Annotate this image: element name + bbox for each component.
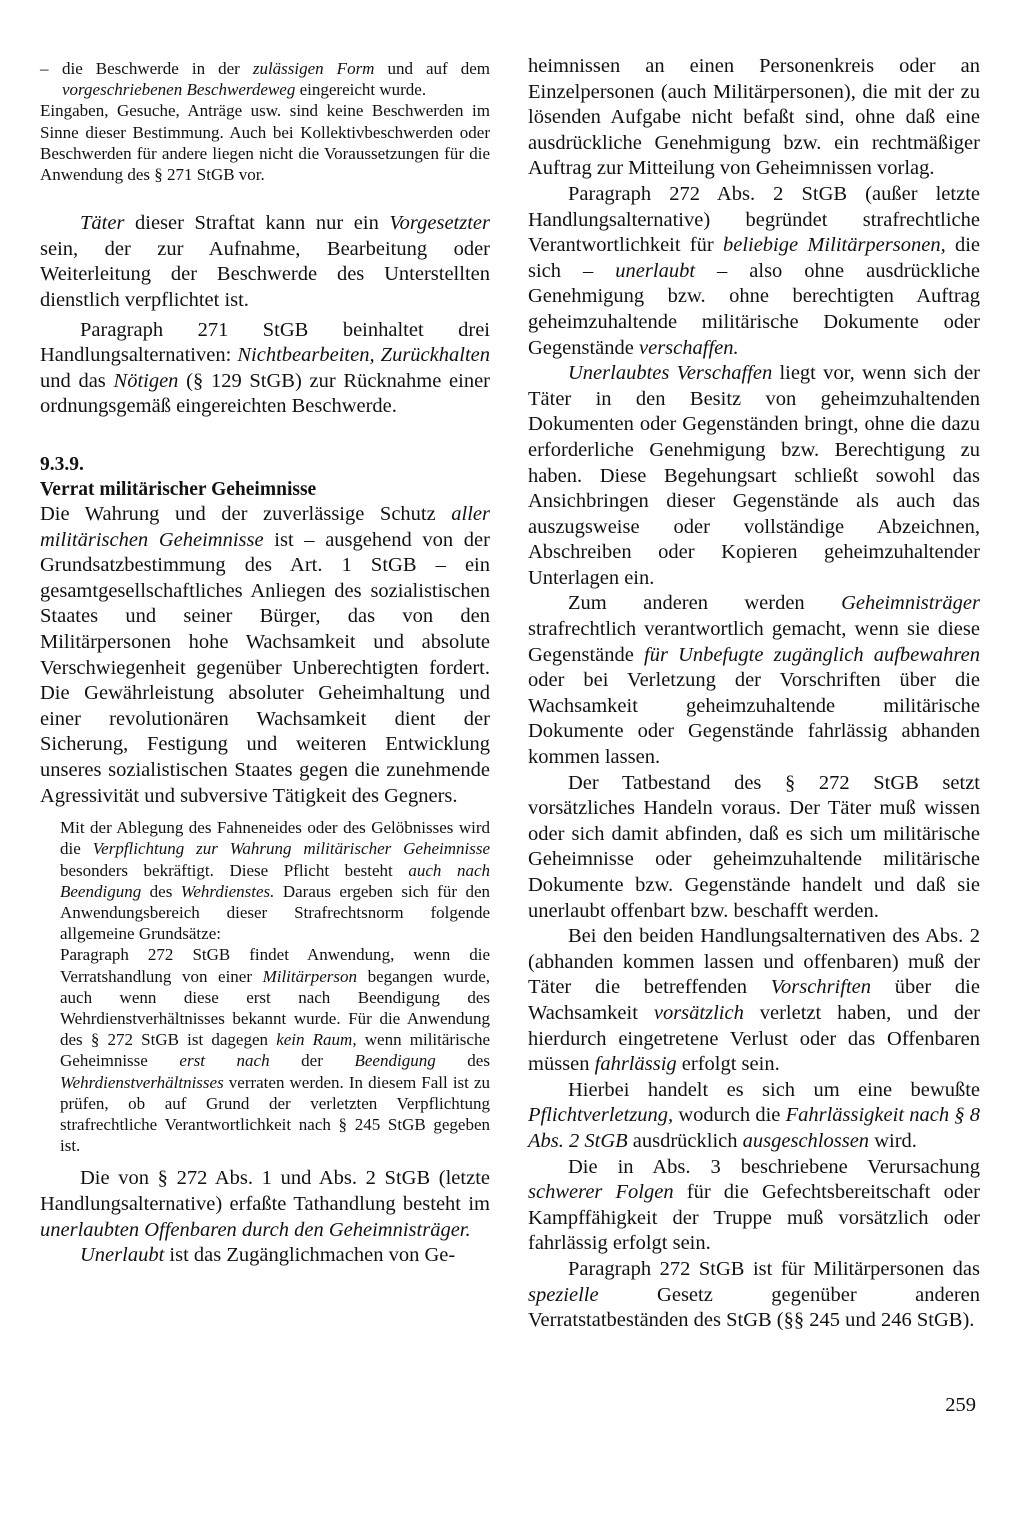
text-run: strafrechtlich verantwortlich gemacht, wenn sie diese Gegenstände [528,618,980,666]
emphasis: Wehrdienstes. [180,881,275,901]
paragraph-271 [40,318,490,420]
paragraph-unerlaubt [40,1243,490,1269]
text-run: sein, der zur Aufnahme, Bearbeitung oder Weiterleitung der Beschwerde des Unterstellten dienstlich verpflichtet ist. [40,237,490,311]
text-run: Paragraph 272 Abs. 2 StGB (außer letzte Handlungsalternative) begründet strafrechtliche Verantwortlichkeit für [528,182,980,257]
list-item [40,58,490,100]
text-run: und das [40,369,114,392]
emphasis: unerlaubten Offenbaren durch den Geheimnisträger. [40,1218,471,1241]
text-run: Mit der Ablegung des Fahneneides oder des Gelöbnisses wird die [60,818,490,859]
right-column [528,54,980,1334]
text-run: des [435,1051,490,1071]
text-run: Zum anderen werden [568,592,842,615]
paragraph-spezielle [528,1257,980,1334]
emphasis: Vorgesetzter [389,212,490,235]
emphasis: Unerlaubtes Verschaffen [568,362,773,385]
text-run: des [141,881,181,901]
emphasis: verschaffen. [639,336,739,359]
text-run: Die Wahrung und der zuverlässige Schutz [40,502,452,525]
emphasis: vorgeschriebenen Beschwerdeweg [62,80,296,100]
paragraph-wahrung [40,502,490,809]
emphasis: schwerer Folgen [528,1181,674,1204]
text-run: – also ohne ausdrückliche Genehmigung bzw. ohne berechtigten Auftrag geheimzuhaltende militärische Dokumente oder Gegenstände [528,259,980,359]
emphasis: für Unbefugte zugänglich aufbewahren [644,643,980,666]
emphasis: unerlaubt [615,259,696,282]
emphasis: Geheimnisträger [841,592,980,615]
text-run: die Beschwerde in der [62,59,253,78]
text-run: besonders bekräftigt. Diese Pflicht besteht [60,860,409,880]
text-run: verraten werden. In diesem Fall ist zu prüfen, ob auf Grund der verletzten Verpflichtung strafrechtliche Verantwortlichkeit nach § 245 StGB gegeben ist. [60,1072,490,1156]
text-run: Die in Abs. 3 beschriebene Verursachung [568,1155,980,1178]
text-run: Paragraph 272 StGB findet Anwendung, wenn die Verratshandlung von einer [60,945,490,986]
emphasis: ausgeschlossen [742,1129,870,1152]
emphasis: Militärperson [262,966,358,986]
emphasis: beliebige Militärpersonen, [722,234,946,257]
text-run: ist das Zugänglichmachen von Ge- [164,1244,456,1267]
text-run: wenn militärische Geheimnisse [60,1030,491,1071]
text-run: eingereicht wurde. [295,80,427,100]
emphasis: Pflichtverletzung, [528,1104,674,1127]
text-run: (§ 129 StGB) zur Rücknahme einer ordnungsgemäß eingereichten Beschwerde. [40,369,491,418]
paragraph-272-abs2 [528,182,980,361]
text-run: begangen wurde, auch wenn diese erst nach Beendigung des Wehrdienstverhältnisses bekannt wurde. Für die Anwendung des § 272 StGB ist dagegen [60,966,490,1050]
text-run: über die Wachsamkeit [528,976,980,1024]
text-run: der [269,1051,355,1071]
text-run: erfolgt sein. [676,1053,780,1076]
emphasis: vorsätzlich [653,1001,744,1024]
paragraph-continuation: heimnissen an einen Personenkreis oder an Einzelpersonen (auch Militärpersonen), die mit der zu lösenden Aufgabe nicht befaßt sind, ohne daß eine ausdrückliche Genehmigung bzw. ein rechtmäßiger Auftrag zur Mitteilung von Geheimnissen vorlag. [528,55,980,180]
note-fahneneid [60,817,490,944]
text-run: verletzt haben, und der hierdurch eingetretene Verlust oder das Offenbaren müssen [528,1001,980,1076]
text-run: Paragraph 272 StGB ist für Militärpersonen das [568,1257,980,1280]
text-run: wird. [869,1129,917,1152]
paragraph-taeter [40,211,490,313]
paragraph-geheimnistraeger [528,591,980,770]
text-run: ist – ausgehend von der Grundsatzbestimmung des Art. 1 StGB – ein gesamtgesellschaftliches Anliegen des sozialistischen Staates und seiner Bürger, das von den Militärpersonen hohe Wachsamkeit und absolute Verschwiegenheit gegenüber Unberechtigten fordert. Die Gewährleistung absoluter Geheimhaltung und einer revolutionären Wachsamkeit dient der Sicherung, Festigung und weiteren Entwicklung unseres sozialistischen Staates gegen die zunehmende Agressivität und subversive Tätigkeit des Gegners. [40,528,490,807]
emphasis: Wehrdienstverhältnisses [60,1072,224,1092]
emphasis: aller militärischen Geheimnisse [40,502,490,551]
text-run: und auf dem [374,59,490,78]
text-run: für die Gefechtsbereitschaft oder Kampffähigkeit der Truppe muß vorsätzlich oder fahrlässig erfolgt sein. [528,1181,980,1255]
text-run: Paragraph 271 StGB beinhaltet drei Handlungsalternativen: [40,318,490,367]
text-run: wodurch die [673,1104,786,1127]
text-run: Bei den beiden Handlungsalternativen des Abs. 2 (abhanden kommen lassen und offenbaren) muß der Täter die betreffenden [528,925,980,999]
text-run: Die von § 272 Abs. 1 und Abs. 2 StGB (letzte Handlungsalternative) erfaßte Tathandlung besteht im [40,1167,490,1215]
emphasis: fahrlässig [594,1053,677,1076]
emphasis: spezielle [528,1283,599,1306]
emphasis: Beendigung [354,1051,436,1071]
text-run: Daraus ergeben sich für den Anwendungsbereich dieser Strafrechtsnorm folgende allgemeine Grundsätze: [60,881,490,944]
emphasis: kein Raum, [276,1030,357,1050]
page-number: 259 [945,1394,976,1416]
text-run: ausdrücklich [627,1129,743,1152]
paragraph-verschaffen [528,361,980,591]
emphasis: auch nach Beendigung [60,860,490,901]
text-run: liegt vor, wenn sich der Täter in den Besitz von geheimzuhaltenden Dokumenten oder Gegenständen bringt, ohne die dazu erforderliche Genehmigung bzw. Berechtigung zu haben. Diese Begehungsart schließt sowohl das Ansichbringen dieser Gegenstände als auch das auszugsweise oder vollständige Abzeichnen, Abschreiben oder Kopieren geheimzuhaltender Unterlagen ein. [528,362,980,589]
text-run: Gesetz gegenüber anderen Verratstatbeständen des StGB (§§ 245 und 246 StGB). [528,1283,980,1332]
emphasis: Nichtbearbeiten, Zurückhalten [237,344,490,367]
note-anwendung [60,944,490,1156]
paragraph-272-abs1 [40,1166,490,1243]
emphasis: Nötigen [113,369,179,392]
emphasis: Unerlaubt [80,1244,165,1267]
paragraph-pflichtverletzung [528,1078,980,1155]
text-run: die sich – [528,234,981,282]
list-dash: – [40,59,49,78]
emphasis: Vorschriften [770,976,871,999]
text-run: dieser Straftat kann nur ein [124,212,390,235]
text-run: Hierbei handelt es sich um eine bewußte [568,1078,980,1101]
emphasis: zulässigen Form [252,59,375,78]
emphasis: erst nach [179,1051,270,1071]
section-number: 9.3.9. [40,453,84,475]
emphasis: Täter [80,212,125,235]
text-run: oder bei Verletzung der Vorschriften über die Wachsamkeit geheimzuhaltende militärische Dokumente oder Gegenstände fahrlässig abhanden kommen lassen. [528,669,980,769]
paragraph-handlungsalternativen [528,924,980,1078]
note-eingaben: Eingaben, Gesuche, Anträge usw. sind keine Beschwerden im Sinne dieser Bestimmung. Auch bei Kollektivbeschwerden oder Beschwerden für andere liegen nicht die Voraussetzungen für die Anwendung des § 271 StGB vor. [40,101,490,185]
emphasis: Verpflichtung zur Wahrung militärischer Geheimnisse [92,839,490,859]
paragraph-tatbestand: Der Tatbestand des § 272 StGB setzt vorsätzliches Handeln voraus. Der Täter muß wissen oder sich damit abfinden, daß es sich um militärische Geheimnisse oder geheimzuhaltende militärische Dokumente bzw. Gegenstände handelt und daß sie unerlaubt offenbart bzw. beschafft werden. [528,771,980,922]
section-title: Verrat militärischer Geheimnisse [40,478,317,500]
paragraph-abs3 [528,1155,980,1257]
emphasis: Fahrlässigkeit nach § 8 Abs. 2 StGB [528,1104,980,1152]
left-column [40,58,490,1269]
